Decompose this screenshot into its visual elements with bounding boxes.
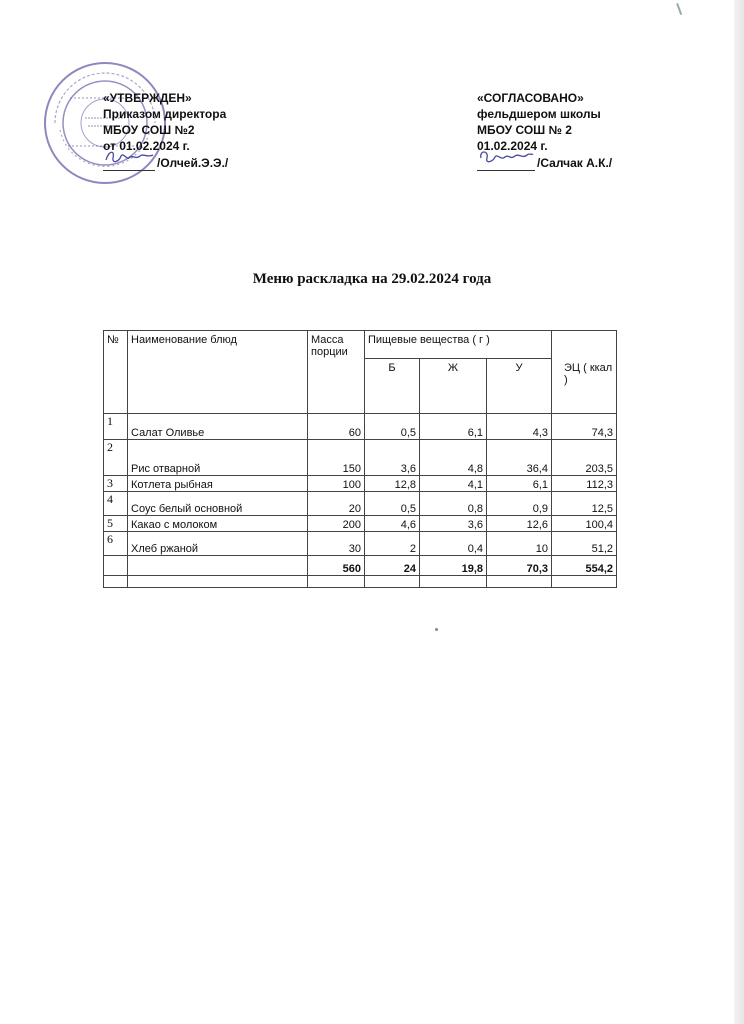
agreement-signature-line xyxy=(477,154,612,171)
row-zh: 0,4 xyxy=(420,532,487,556)
paramedic-signature xyxy=(477,154,535,171)
row-ec: 100,4 xyxy=(552,516,617,532)
row-name: Салат Оливье xyxy=(128,414,308,440)
total-b: 24 xyxy=(365,556,420,576)
table-total-row xyxy=(104,556,617,576)
header-name: Наименование блюд xyxy=(128,331,308,414)
row-no: 1 xyxy=(104,414,128,440)
row-zh: 3,6 xyxy=(420,516,487,532)
row-zh: 0,8 xyxy=(420,492,487,516)
agreement-line2: МБОУ СОШ № 2 xyxy=(477,123,572,137)
header-b: Б xyxy=(365,359,420,414)
row-u: 0,9 xyxy=(487,492,552,516)
row-b: 2 xyxy=(365,532,420,556)
table-empty-row xyxy=(104,576,617,588)
table-row xyxy=(104,532,617,556)
row-zh: 4,8 xyxy=(420,440,487,476)
table-row xyxy=(104,516,617,532)
row-u: 10 xyxy=(487,532,552,556)
table-row xyxy=(104,440,617,476)
page-title: Меню раскладка на 29.02.2024 года xyxy=(252,271,492,287)
scan-edge xyxy=(734,0,744,1024)
row-u: 6,1 xyxy=(487,476,552,492)
row-zh: 6,1 xyxy=(420,414,487,440)
row-ec: 112,3 xyxy=(552,476,617,492)
approval-signer: /Олчей.Э.Э./ xyxy=(157,156,229,170)
row-ec: 74,3 xyxy=(552,414,617,440)
approval-signature-line xyxy=(103,154,228,171)
header-ec: ЭЦ ( ккал ) xyxy=(552,331,617,414)
header-nutrients: Пищевые вещества ( г ) xyxy=(365,331,552,359)
row-u: 36,4 xyxy=(487,440,552,476)
row-no: 3 xyxy=(104,476,128,492)
total-ec: 554,2 xyxy=(552,556,617,576)
scan-speck xyxy=(435,628,438,631)
row-b: 12,8 xyxy=(365,476,420,492)
row-no: 4 xyxy=(104,492,128,516)
row-name: Рис отварной xyxy=(128,440,308,476)
director-signature xyxy=(103,154,155,171)
row-no: 2 xyxy=(104,440,128,476)
row-no: 6 xyxy=(104,532,128,556)
approval-line1: Приказом директора xyxy=(103,107,227,121)
approval-date: от 01.02.2024 г. xyxy=(103,139,190,153)
table-header-row xyxy=(104,331,617,359)
agreement-block xyxy=(477,90,612,171)
menu-table xyxy=(103,330,617,588)
header-mass: Масса порции xyxy=(308,331,365,414)
row-b: 4,6 xyxy=(365,516,420,532)
header-zh: Ж xyxy=(420,359,487,414)
agreement-title: «СОГЛАСОВАНО» xyxy=(477,91,584,105)
approval-title: «УТВЕРЖДЕН» xyxy=(103,91,192,105)
total-zh: 19,8 xyxy=(420,556,487,576)
row-name: Хлеб ржаной xyxy=(128,532,308,556)
approval-block xyxy=(103,90,228,171)
row-b: 3,6 xyxy=(365,440,420,476)
total-u: 70,3 xyxy=(487,556,552,576)
row-mass: 200 xyxy=(308,516,365,532)
row-name: Соус белый основной xyxy=(128,492,308,516)
table-row xyxy=(104,414,617,440)
table-row xyxy=(104,476,617,492)
row-u: 12,6 xyxy=(487,516,552,532)
row-b: 0,5 xyxy=(365,492,420,516)
row-name: Какао с молоком xyxy=(128,516,308,532)
row-ec: 51,2 xyxy=(552,532,617,556)
row-name: Котлета рыбная xyxy=(128,476,308,492)
row-no: 5 xyxy=(104,516,128,532)
total-mass: 560 xyxy=(308,556,365,576)
row-b: 0,5 xyxy=(365,414,420,440)
row-mass: 30 xyxy=(308,532,365,556)
scan-mark xyxy=(676,1,688,15)
agreement-line1: фельдшером школы xyxy=(477,107,601,121)
row-ec: 12,5 xyxy=(552,492,617,516)
agreement-date: 01.02.2024 г. xyxy=(477,139,548,153)
table-row xyxy=(104,492,617,516)
row-mass: 100 xyxy=(308,476,365,492)
total-name xyxy=(128,556,308,576)
header-no: № xyxy=(104,331,128,414)
approval-line2: МБОУ СОШ №2 xyxy=(103,123,195,137)
row-u: 4,3 xyxy=(487,414,552,440)
row-ec: 203,5 xyxy=(552,440,617,476)
header-u: У xyxy=(487,359,552,414)
row-mass: 60 xyxy=(308,414,365,440)
total-no xyxy=(104,556,128,576)
row-mass: 20 xyxy=(308,492,365,516)
row-mass: 150 xyxy=(308,440,365,476)
agreement-signer: /Салчак А.К./ xyxy=(537,156,613,170)
row-zh: 4,1 xyxy=(420,476,487,492)
